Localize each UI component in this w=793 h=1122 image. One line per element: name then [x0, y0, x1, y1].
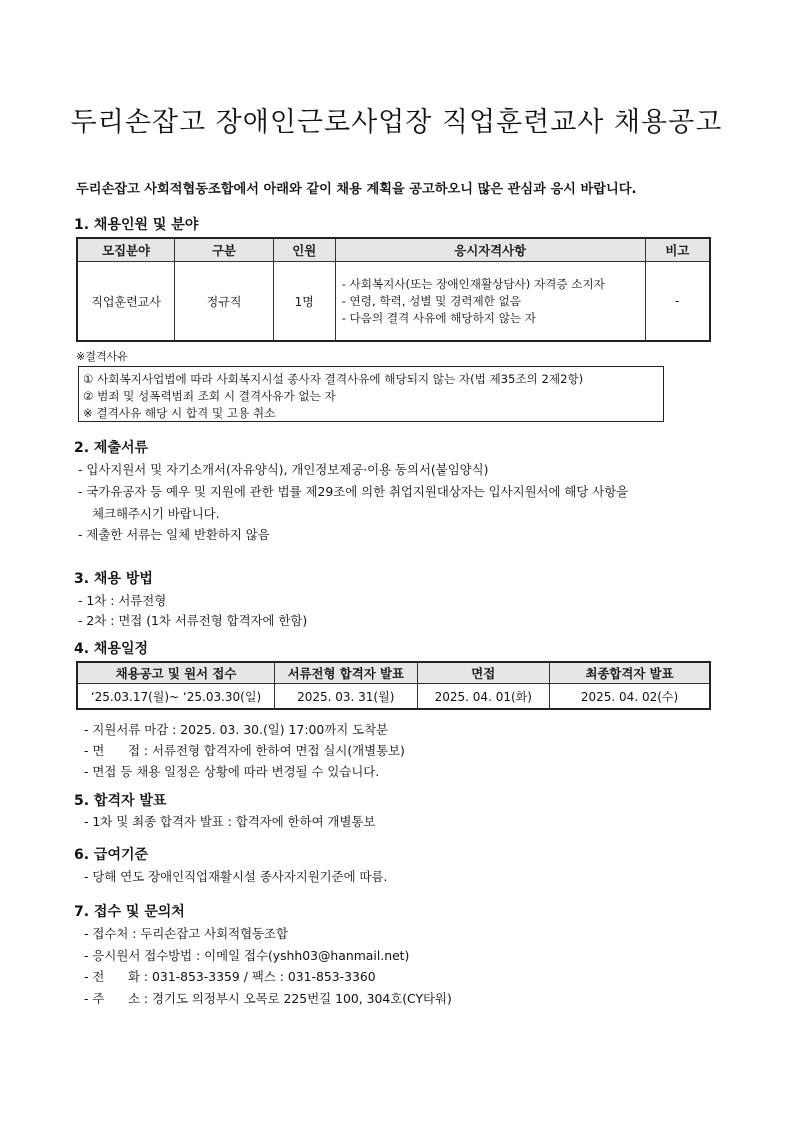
- disqualification-box: [78, 366, 664, 422]
- col-header-qualifications: 응시자격사항: [335, 238, 645, 262]
- section7-heading: 7. 접수 및 문의처: [74, 904, 185, 920]
- section2-line: 체크해주시기 바랍니다.: [92, 506, 220, 521]
- schedule-cell: ‘25.03.17(월)~ ‘25.03.30(일): [77, 684, 275, 710]
- schedule-header: 최종합격자 발표: [550, 662, 710, 684]
- section2-heading: 2. 제출서류: [74, 440, 149, 456]
- section4-line: - 지원서류 마감 : 2025. 03. 30.(일) 17:00까지 도착분: [84, 722, 389, 737]
- section4-line: - 면 접 : 서류전형 합격자에 한하여 면접 실시(개별통보): [84, 743, 405, 758]
- section4-heading: 4. 채용일정: [74, 641, 149, 657]
- cell-qualifications: [335, 262, 645, 342]
- col-header-note: 비고: [645, 238, 710, 262]
- qualification-item: - 사회복지사(또는 장애인재활상담사) 자격증 소지자: [341, 276, 605, 291]
- section4-line: - 면접 등 채용 일정은 상황에 따라 변경될 수 있습니다.: [84, 764, 380, 779]
- schedule-header: 서류전형 합격자 발표: [275, 662, 418, 684]
- section1-heading: 1. 채용인원 및 분야: [74, 217, 199, 233]
- section7-line: - 전 화 : 031-853-3359 / 팩스 : 031-853-3360: [84, 969, 376, 984]
- intro-text: 두리손잡고 사회적협동조합에서 아래와 같이 채용 계획을 공고하오니 많은 관심과 응시 바랍니다.: [76, 182, 637, 197]
- disqualification-label: ※결격사유: [76, 350, 128, 363]
- section2-line: - 국가유공자 등 예우 및 지원에 관한 법률 제29조에 의한 취업지원대상자는 입사지원서에 해당 사항을: [78, 484, 629, 499]
- qualification-item: - 연령, 학력, 성별 및 경력제한 없음: [341, 293, 521, 308]
- cell-note: -: [645, 262, 710, 342]
- section5-heading: 5. 합격자 발표: [74, 793, 167, 809]
- section2-line: - 제출한 서류는 일체 반환하지 않음: [78, 527, 270, 542]
- col-header-count: 인원: [273, 238, 335, 262]
- section7-line: - 주 소 : 경기도 의정부시 오목로 225번길 100, 304호(CY타워): [84, 991, 452, 1006]
- section3-line: - 2차 : 면접 (1차 서류전형 합격자에 한함): [78, 613, 308, 628]
- schedule-cell: 2025. 03. 31(월): [275, 684, 418, 710]
- section6-line: - 당해 연도 장애인직업재활시설 종사자지원기준에 따름.: [84, 869, 388, 884]
- schedule-table: [76, 661, 711, 710]
- section7-line: - 응시원서 접수방법 : 이메일 접수(yshh03@hanmail.net): [84, 948, 410, 963]
- schedule-header: 면접: [417, 662, 550, 684]
- table-row: [77, 684, 710, 710]
- disqualification-item: ② 범죄 및 성폭력범죄 조회 시 결격사유가 없는 자: [83, 389, 336, 403]
- section2-line: - 입사지원서 및 자기소개서(자유양식), 개인정보제공·이용 동의서(붙임양식): [78, 462, 489, 477]
- disqualification-item: ① 사회복지사업법에 따라 사회복지시설 종사자 결격사유에 해당되지 않는 자(법 제35조의 2제2항): [83, 372, 584, 386]
- table-row: [77, 262, 710, 342]
- schedule-cell: 2025. 04. 01(화): [417, 684, 550, 710]
- recruitment-table: [76, 237, 711, 342]
- table-header-row: [77, 238, 710, 262]
- section5-line: - 1차 및 최종 합격자 발표 : 합격자에 한하여 개별통보: [84, 814, 376, 829]
- table-header-row: [77, 662, 710, 684]
- qualification-item: - 다음의 결격 사유에 해당하지 않는 자: [341, 310, 536, 325]
- section3-line: - 1차 : 서류전형: [78, 593, 167, 608]
- disqualification-item: ※ 결격사유 해당 시 합격 및 고용 취소: [83, 406, 276, 420]
- document-title: 두리손잡고 장애인근로사업장 직업훈련교사 채용공고: [70, 107, 723, 138]
- section6-heading: 6. 급여기준: [74, 847, 149, 863]
- section7-line: - 접수처 : 두리손잡고 사회적협동조합: [84, 926, 288, 941]
- schedule-cell: 2025. 04. 02(수): [550, 684, 710, 710]
- cell-field: 직업훈련교사: [77, 262, 175, 342]
- section3-heading: 3. 채용 방법: [74, 571, 153, 587]
- col-header-field: 모집분야: [77, 238, 175, 262]
- schedule-header: 채용공고 및 원서 접수: [77, 662, 275, 684]
- col-header-type: 구분: [175, 238, 274, 262]
- cell-count: 1명: [273, 262, 335, 342]
- cell-type: 정규직: [175, 262, 274, 342]
